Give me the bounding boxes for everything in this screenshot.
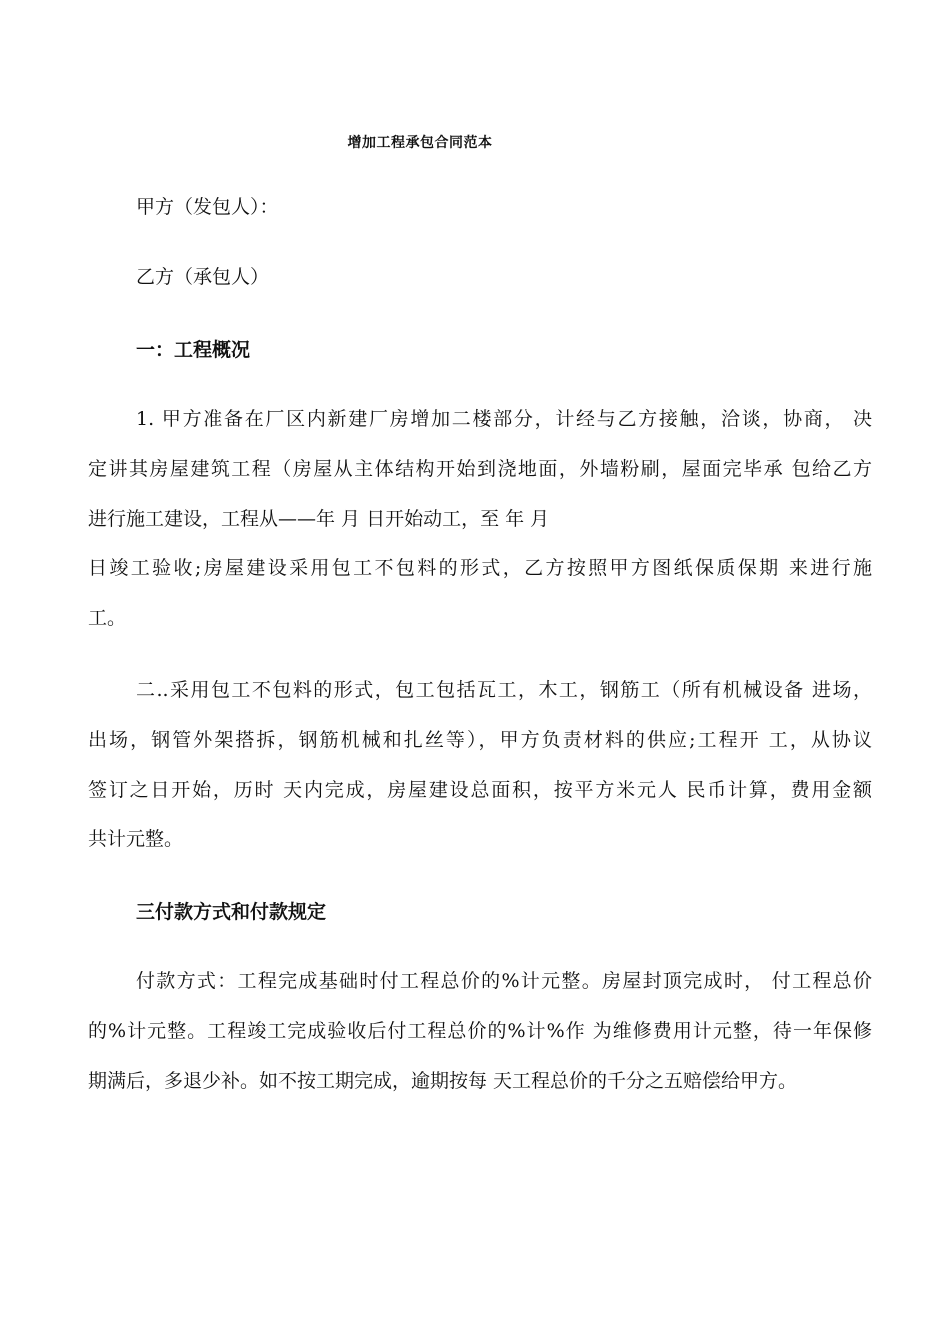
party-a-line: 甲方（发包人）： [136, 196, 279, 218]
section1-line-5: 工。 [88, 607, 127, 629]
document-title: 增加工程承包合同范本 [347, 135, 493, 151]
section1-line-4: 日竣工验收;房屋建设采用包工不包料的形式，乙方按照甲方图纸保质保期 来进行施 [88, 557, 872, 579]
section3-line-2: 的%计元整。工程竣工完成验收后付工程总价的%计%作 为维修费用计元整，待一年保修 [88, 1020, 872, 1042]
section1-line-2: 定讲其房屋建筑工程（房屋从主体结构开始到浇地面，外墙粉刷，屋面完毕承 包给乙方 [88, 458, 872, 480]
section1-heading: 一：工程概况 [136, 339, 251, 361]
section2-line-2: 出场，钢管外架搭拆，钢筋机械和扎丝等），甲方负责材料的供应;工程开 工，从协议 [88, 729, 872, 751]
section3-heading: 三付款方式和付款规定 [136, 901, 327, 923]
section2-line-3: 签订之日开始，历时 天内完成，房屋建设总面积，按平方米元人 民币计算，费用金额 [88, 779, 872, 801]
party-b-line: 乙方（承包人） [136, 266, 270, 288]
section1-line-1: 1. 甲方准备在厂区内新建厂房增加二楼部分，计经与乙方接触，洽谈，协商， 决 [136, 408, 872, 430]
section1-line-3: 进行施工建设，工程从——年 月 日开始动工，至 年 月 [88, 508, 550, 530]
section2-line-1: 二..采用包工不包料的形式，包工包括瓦工，木工，钢筋工（所有机械设备 进场， [136, 679, 872, 701]
section3-line-3: 期满后，多退少补。如不按工期完成，逾期按每 天工程总价的千分之五赔偿给甲方。 [88, 1070, 798, 1092]
section3-line-1: 付款方式：工程完成基础时付工程总价的%计元整。房屋封顶完成时， 付工程总价 [136, 970, 872, 992]
section2-line-4: 共计元整。 [88, 828, 184, 850]
